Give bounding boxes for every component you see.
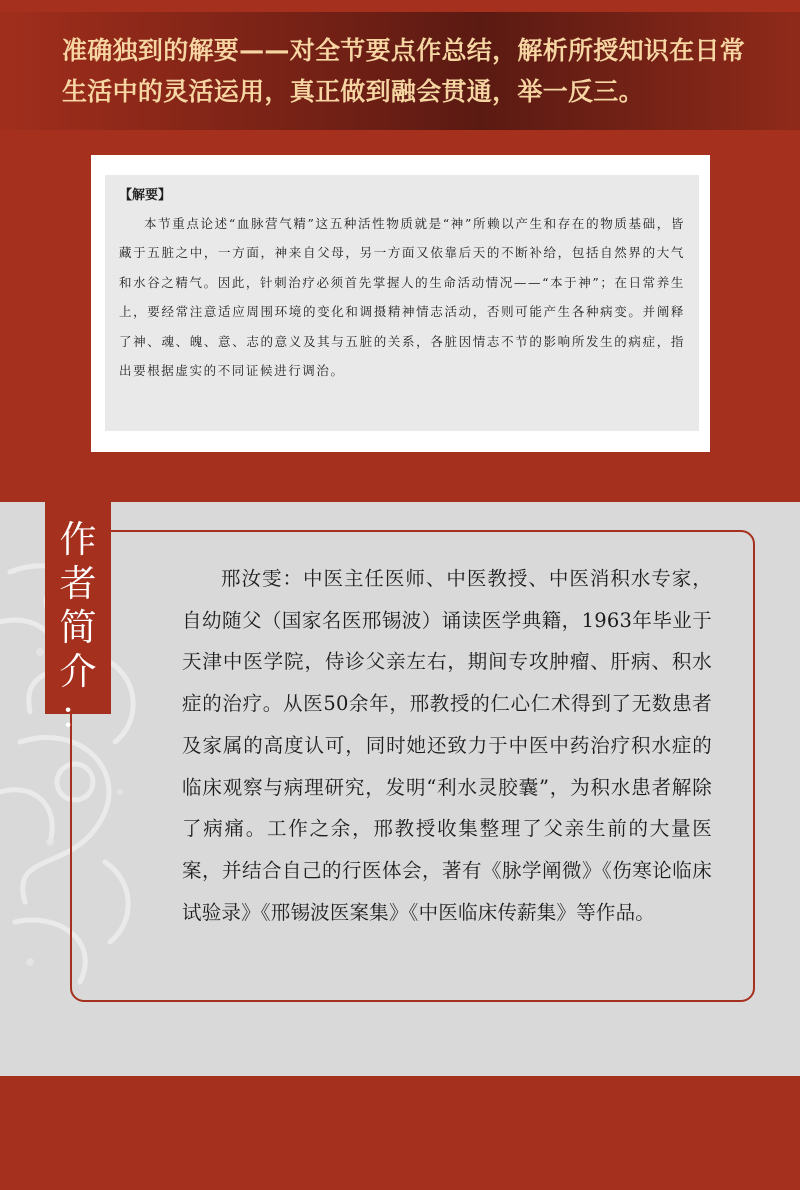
author-bio: 邢汝雯：中医主任医师、中医教授、中医消积水专家，自幼随父（国家名医邢锡波）诵读医学典籍，1963年毕业于天津中医学院，侍诊父亲左右，期间专攻肿瘤、肝病、积水症的治疗。从医50余年，邢教授的仁心仁术得到了无数患者及家属的高度认可，同时她还致力于中医中药治疗积水症的临床观察与病理研究，发明“利水灵胶囊”，为积水患者解除了病痛。工作之余，邢教授收集整理了父亲生前的大量医案，并结合自己的行医体会，著有《脉学阐微》《伤寒论临床试验录》《邢锡波医案集》《中医临床传薪集》等作品。 <box>182 567 712 924</box>
excerpt-heading: 【解要】 <box>119 188 172 203</box>
bottom-band <box>0 1076 800 1190</box>
tab-char: ： <box>59 694 97 737</box>
tab-char: 简 <box>59 606 97 649</box>
excerpt-image-frame <box>91 155 710 452</box>
headline-text: 准确独到的解要——对全节要点作总结，解析所授知识在日常生活中的灵活运用，真正做到融会贯通，举一反三。 <box>62 36 746 106</box>
tab-char: 作 <box>59 518 97 561</box>
author-section <box>0 502 800 1076</box>
tab-char: 者 <box>59 562 97 605</box>
author-intro-tab <box>45 502 111 737</box>
top-section <box>0 0 800 502</box>
tab-char: 介 <box>59 650 97 693</box>
excerpt-card <box>105 175 699 431</box>
excerpt-body: 本节重点论述“血脉营气精”这五种活性物质就是“神”所赖以产生和存在的物质基础，皆藏于五脏之中，一方面，神来自父母，另一方面又依靠后天的不断补给，包括自然界的大气和水谷之精气。因此，针刺治疗必须首先掌握人的生命活动情况——“本于神”；在日常养生上，要经常注意适应周围环境的变化和调摄精神情志活动，否则可能产生各种病变。并阐释了神、魂、魄、意、志的意义及其与五脏的关系，各脏因情志不节的影响所发生的病症，指出要根据虚实的不同证候进行调治。 <box>119 216 685 379</box>
